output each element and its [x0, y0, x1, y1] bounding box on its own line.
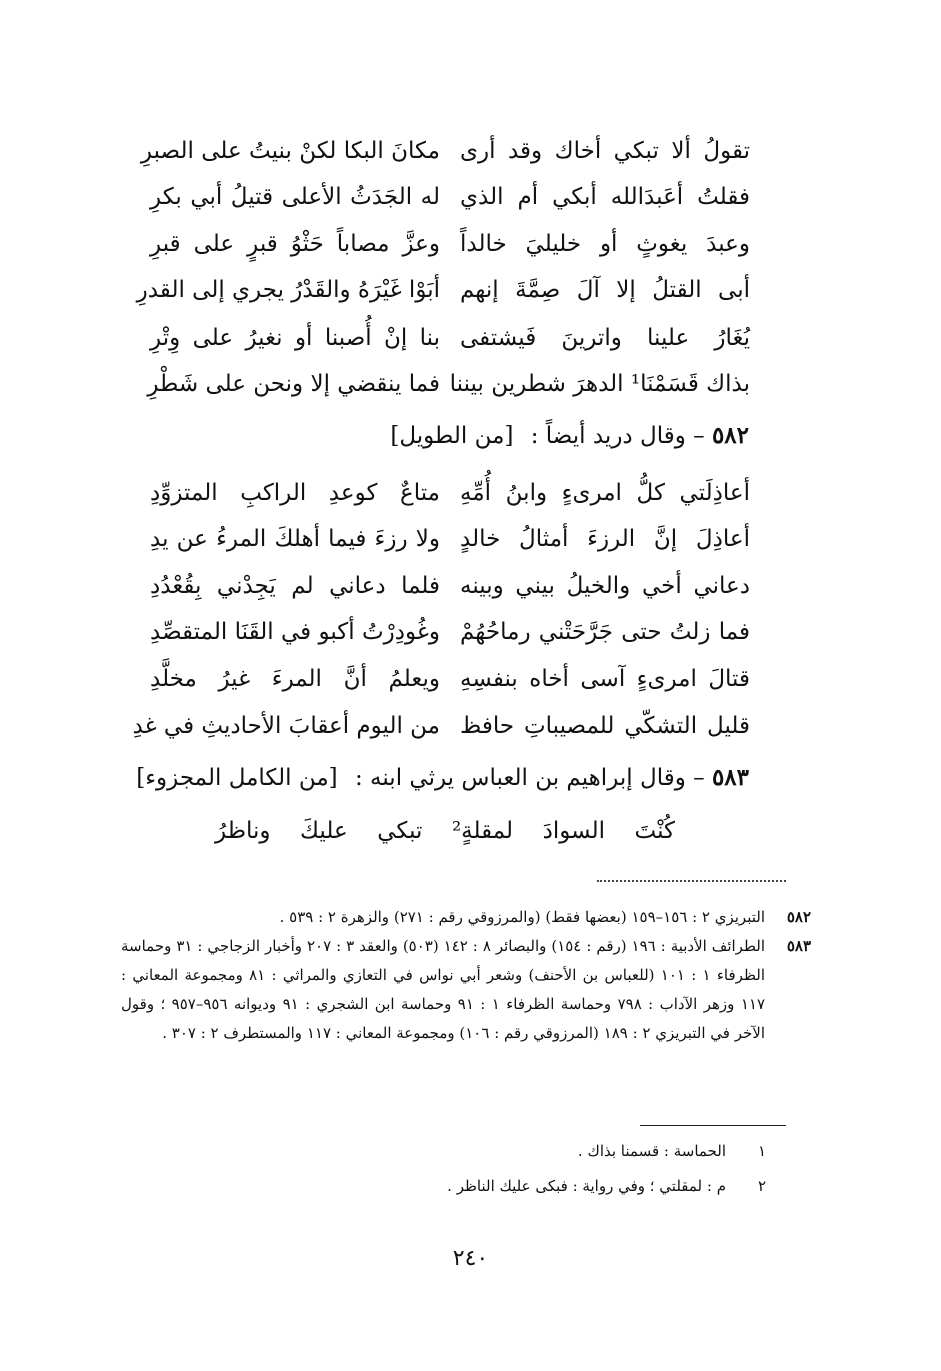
verse-line	[147, 364, 750, 404]
verse-line	[140, 131, 750, 171]
verse-second-hemistich: ويعلمُ أنَّ المرءَ غيرُ مخلَّدِ	[150, 666, 440, 692]
verse-line	[150, 318, 750, 358]
verse-first-hemistich: أعاذِلَتي كلُّ امرىءٍ وابنُ أُمِّهِ	[460, 480, 750, 506]
verse-line	[150, 177, 750, 217]
source-note	[121, 903, 811, 932]
poem-number: ٥٨٢	[711, 422, 749, 449]
verse-line	[150, 224, 750, 264]
source-note-text: الطرائف الأدبية : ١٩٦ (رقم : ١٥٤) والبصائر ٨ : ١٤٢ (٥٠٣) والعقد ٣ : ٢٠٧ وأخبار الزجاجي : ٣١ وحماسة الظرفاء ١ : ١٠١ (للعباس بن الأحنف) وشعر أبي نواس في التعازي والمراثي : ٨١ ومجموعة المعاني : ١١٧ وزهر الآداب : ٧٩٨ وحماسة الظرفاء ١ : ٩١ وحماسة ابن الشجري : ٩١ وديوانه ٩٥٦–٩٥٧ ؛ وقول الآخر في التبريزي ٢ : ١٨٩ (المرزوقي رقم : ١٠٦) ومجموعة المعاني : ١١٧ والمستطرف ٢ : ٣٠٧ .	[121, 937, 765, 1042]
footnote	[447, 1177, 766, 1195]
verse-second-hemistich: وعزَّ مصاباً حَثْوُ قبرٍ على قبرِ	[150, 231, 440, 257]
footnote-text: الحماسة : قسمنا بذاك .	[577, 1142, 726, 1160]
verse-line	[136, 270, 750, 310]
source-note	[121, 932, 811, 1048]
poem-heading-583	[136, 764, 749, 791]
verse-second-hemistich: ولا رزءَ فيما أهلكَ المرءُ عن يدِ	[150, 526, 440, 552]
verse-line	[150, 519, 750, 559]
footnote-text: م : لمقلتي ؛ وفي رواية : فبكى عليك الناظر .	[447, 1177, 726, 1195]
verse-first-hemistich: أعاذِلَ إنَّ الرزءَ أمثالُ خالدٍ	[460, 526, 750, 552]
verse-first-hemistich: يُغَارُ علينا واترينَ فَيشتفى	[460, 325, 750, 351]
verse-first-hemistich: فما زلتُ حتى جَرَّحَتْني رماحُهُمْ	[460, 619, 750, 645]
source-note-number: ٥٨٢	[786, 908, 811, 926]
footnote-number: ٢	[757, 1177, 766, 1195]
poem-meter: [من الكامل المجزوء]	[136, 765, 338, 791]
verse-line	[150, 659, 750, 699]
verse-second-hemistich: فلما دعاني لم يَجِدْني بِقُعْدُدِ	[150, 573, 440, 599]
verse-first-hemistich: وعبدَ يغوثٍ أو خليليَ خالداً	[460, 231, 750, 257]
source-note-number: ٥٨٣	[786, 937, 811, 955]
verse-first-hemistich: قليل التشكّي للمصيباتِ حافظ	[460, 713, 750, 739]
single-verse-583: كُنْتَ السوادَ لمقلةٍ² تبكي عليكَ وناظرُ	[215, 818, 675, 844]
verse-second-hemistich: متاعٌ كوعدِ الراكبِ المتزوِّدِ	[150, 480, 440, 506]
verse-line	[132, 706, 750, 746]
verse-second-hemistich: من اليوم أعقابَ الأحاديثِ في غدِ	[132, 713, 440, 739]
poem-intro: – وقال دريد أيضاً :	[530, 423, 705, 449]
verse-first-hemistich: دعاني أخي والخيلُ بيني وبينه	[460, 573, 750, 599]
dotted-separator	[597, 880, 786, 882]
verse-line	[150, 612, 750, 652]
verse-second-hemistich: أبَوْا غَيْرَهُ والقَدْرُ يجري إلى القدرِ	[136, 277, 440, 303]
footnote-number: ١	[757, 1142, 766, 1160]
page-number: ٢٤٠	[452, 1246, 489, 1271]
source-notes	[121, 903, 811, 1048]
verse-first-hemistich: أبى القتلُ إلا آلَ صِمَّةَ إنهم	[460, 277, 750, 303]
verse-line	[150, 566, 750, 606]
poem-intro: – وقال إبراهيم بن العباس يرثي ابنه :	[354, 765, 705, 791]
verse-first-hemistich: قتالَ امرىءٍ آسى أخاه بنفسِهِ	[460, 666, 750, 692]
verse-second-hemistich: له الجَدَثُ الأعلى قتيلُ أبي بكرِ	[150, 184, 440, 210]
verse-first-hemistich: فقلتُ أعَبدَالله أبكي أم الذي	[460, 184, 750, 210]
poem-meter: [من الطويل]	[390, 423, 514, 449]
source-note-text: التبريزي ٢ : ١٥٦–١٥٩ (بعضها فقط) (والمرزوقي رقم : ٢٧١) والزهرة ٢ : ٥٣٩ .	[279, 908, 765, 926]
verse-second-hemistich: فما ينقضي إلا ونحن على شَطْرِ	[147, 371, 440, 397]
poem-number: ٥٨٣	[711, 764, 749, 791]
verse-line	[150, 473, 750, 513]
verse-second-hemistich: بنا إنْ أُصبنا أو نغيرُ على وِتْرِ	[150, 325, 440, 351]
verse-second-hemistich: وغُودِرْتُ أكبو في القَنَا المتقصِّدِ	[150, 619, 440, 645]
footnote-separator	[640, 1125, 786, 1126]
footnote	[578, 1142, 766, 1160]
verse-first-hemistich: بذاك قَسَمْنَا¹ الدهرَ شطرين بيننا	[449, 371, 750, 397]
poem-heading-582	[189, 422, 749, 449]
verse-first-hemistich: تقولُ ألا تبكي أخاك وقد أرى	[460, 138, 750, 164]
verse-second-hemistich: مكانَ البكا لكنْ بنيتُ على الصبرِ	[140, 138, 440, 164]
